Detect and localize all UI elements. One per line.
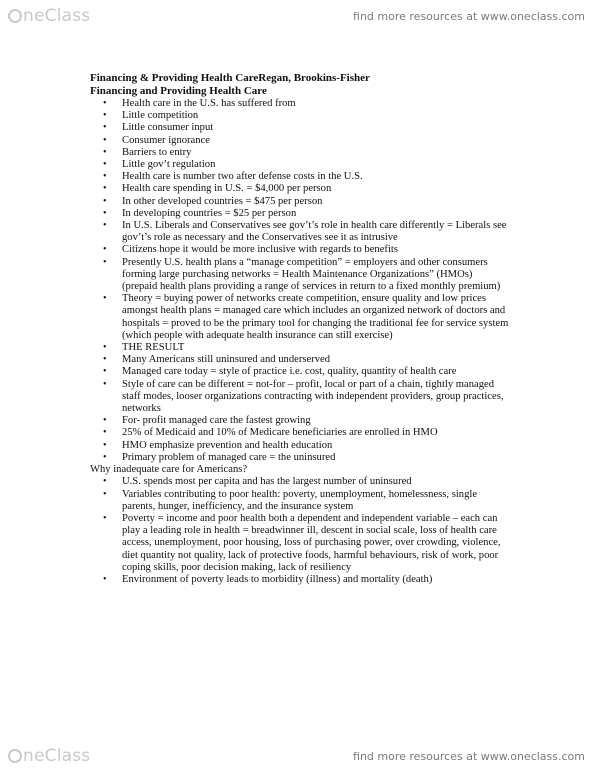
section-heading: Why inadequate care for Americans? — [90, 464, 248, 476]
document-subtitle: Financing and Providing Health Care — [90, 85, 267, 97]
list-item: • Variables contributing to poor health: poverty, unemployment, homelessness, single parents, hunger, inefficiency, and the insurance system — [90, 489, 510, 513]
list-item: • Little gov’t regulation — [90, 159, 510, 171]
bullet-list-section1 — [90, 98, 510, 464]
page-footer — [0, 744, 595, 770]
list-item: • THE RESULT — [90, 342, 510, 354]
document-title: Financing & Providing Health CareRegan, Brookins-Fisher — [90, 72, 370, 84]
list-item: • Style of care can be different = not-for – profit, local or part of a chain, tightly managed staff modes, looser organizations contracting with independent providers, group practices, networks — [90, 379, 510, 416]
list-item: • Health care spending in U.S. = $4,000 per person — [90, 183, 510, 195]
page-header — [0, 6, 595, 32]
list-item: • Poverty = income and poor health both a dependent and independent variable – each can play a leading role in health = breadwinner ill, descent in social scale, loss of health care access, unemployment, poor housing, loss of purchasing power, over crowding, violence, diet quantity not quality, lack of protective foods, harmful behaviours, risk of work, poor coping skills, poor decision making, lack of resiliency — [90, 513, 510, 574]
list-item: • Citizens hope it would be more inclusive with regards to benefits — [90, 244, 510, 256]
list-item: • In developing countries = $25 per person — [90, 208, 510, 220]
list-item: • U.S. spends most per capita and has the largest number of uninsured — [90, 476, 510, 488]
list-item: • Presently U.S. health plans a “manage competition” = employers and other consumers forming large purchasing networks = Health Maintenance Organizations” (HMOs) (prepaid health plans providing a range of services in return to a fixed monthly premium) — [90, 257, 510, 294]
list-item: • Theory = buying power of networks create competition, ensure quality and low prices amongst health plans = managed care which includes an organized network of doctors and hospitals = proved to be the primary tool for changing the traditional fee for service system (which people with adequate health insurance can still exercise) — [90, 293, 510, 342]
list-item: • Managed care today = style of practice i.e. cost, quality, quantity of health care — [90, 366, 510, 378]
list-item: • Little competition — [90, 110, 510, 122]
list-item: • For- profit managed care the fastest growing — [90, 415, 510, 427]
logo-text: neClass — [23, 6, 91, 26]
list-item: • Barriers to entry — [90, 147, 510, 159]
list-item: • In U.S. Liberals and Conservatives see gov’t’s role in health care differently = Liberals see gov’t’s role as necessary and the Conservatives see it as intrusive — [90, 220, 510, 244]
list-item: • Environment of poverty leads to morbidity (illness) and mortality (death) — [90, 574, 510, 586]
logo-ring-icon — [8, 9, 22, 23]
list-item: • Primary problem of managed care = the uninsured — [90, 452, 510, 464]
list-item: • In other developed countries = $475 per person — [90, 196, 510, 208]
bullet-list-section2 — [90, 476, 510, 586]
resources-link-footer[interactable]: find more resources at www.oneclass.com — [353, 750, 585, 763]
logo-ring-icon — [8, 749, 22, 763]
list-item: • Little consumer input — [90, 122, 510, 134]
list-item: • HMO emphasize prevention and health education — [90, 440, 510, 452]
list-item: • Many Americans still uninsured and underserved — [90, 354, 510, 366]
list-item: • Consumer ignorance — [90, 135, 510, 147]
resources-link[interactable]: find more resources at www.oneclass.com — [353, 10, 585, 23]
logo-text: neClass — [23, 746, 91, 766]
document-body — [90, 72, 510, 586]
list-item: • Health care is number two after defense costs in the U.S. — [90, 171, 510, 183]
oneclass-logo-footer[interactable] — [8, 746, 90, 766]
oneclass-logo[interactable] — [8, 6, 90, 26]
list-item: • Health care in the U.S. has suffered from — [90, 98, 510, 110]
list-item: • 25% of Medicaid and 10% of Medicare beneficiaries are enrolled in HMO — [90, 427, 510, 439]
